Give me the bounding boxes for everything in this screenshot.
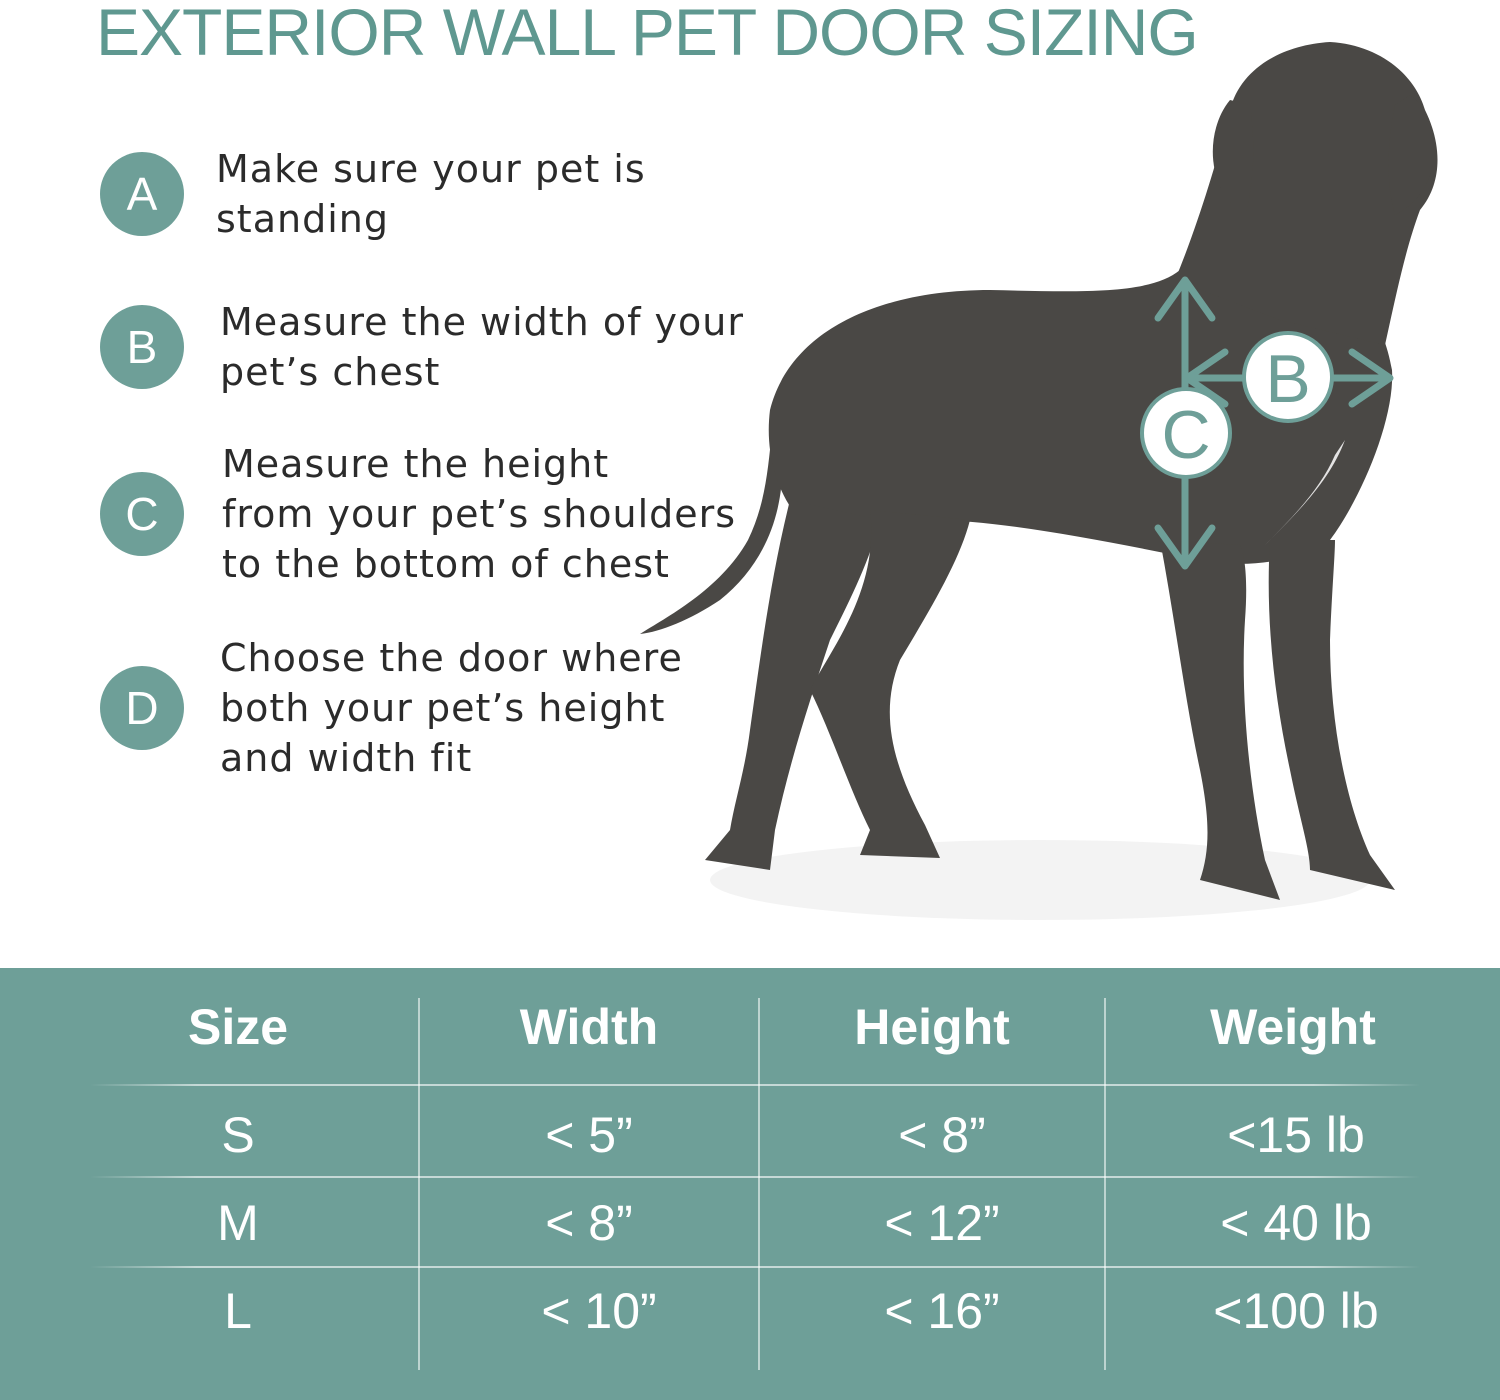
width-marker-label: B (1265, 341, 1311, 417)
step-a (100, 144, 646, 244)
row-s-weight: <15 lb (1227, 1107, 1365, 1163)
header-height: Height (854, 999, 1010, 1055)
step-b-text: Measure the width of your pet’s chest (220, 300, 744, 394)
dog-illustration (630, 30, 1500, 940)
row-l-weight: <100 lb (1213, 1283, 1379, 1339)
step-a-text: Make sure your pet is standing (216, 147, 646, 241)
header-size: Size (187, 999, 289, 1055)
row-l-height: < 16” (884, 1283, 1000, 1339)
header-weight: Weight (1210, 999, 1376, 1055)
row-m-width: < 8” (545, 1195, 633, 1251)
height-marker-label: C (1161, 397, 1211, 473)
step-b-badge: B (100, 305, 184, 389)
row-s-height: < 8” (898, 1107, 986, 1163)
row-m-weight: < 40 lb (1220, 1195, 1372, 1251)
row-l-width: < 10” (541, 1283, 657, 1339)
row-m-height: < 12” (884, 1195, 1000, 1251)
size-table (0, 968, 1500, 1400)
step-c-badge: C (100, 472, 184, 556)
row-divider (90, 1176, 1420, 1178)
row-l-size: L (224, 1283, 252, 1339)
step-c-text: Measure the height from your pet’s shoulders to the bottom of chest (222, 442, 737, 586)
step-a-badge: A (100, 152, 184, 236)
step-d-text: Choose the door where both your pet’s height and width fit (220, 636, 683, 780)
row-m-size: M (217, 1195, 259, 1251)
header-width: Width (519, 999, 659, 1055)
row-divider (90, 1084, 1420, 1086)
step-d (100, 633, 683, 783)
step-d-badge: D (100, 666, 184, 750)
row-s-size: S (221, 1107, 255, 1163)
row-divider (90, 1266, 1420, 1268)
dog-body (640, 42, 1438, 900)
row-s-width: < 5” (545, 1107, 633, 1163)
page-title: EXTERIOR WALL PET DOOR SIZING (96, 0, 1198, 69)
